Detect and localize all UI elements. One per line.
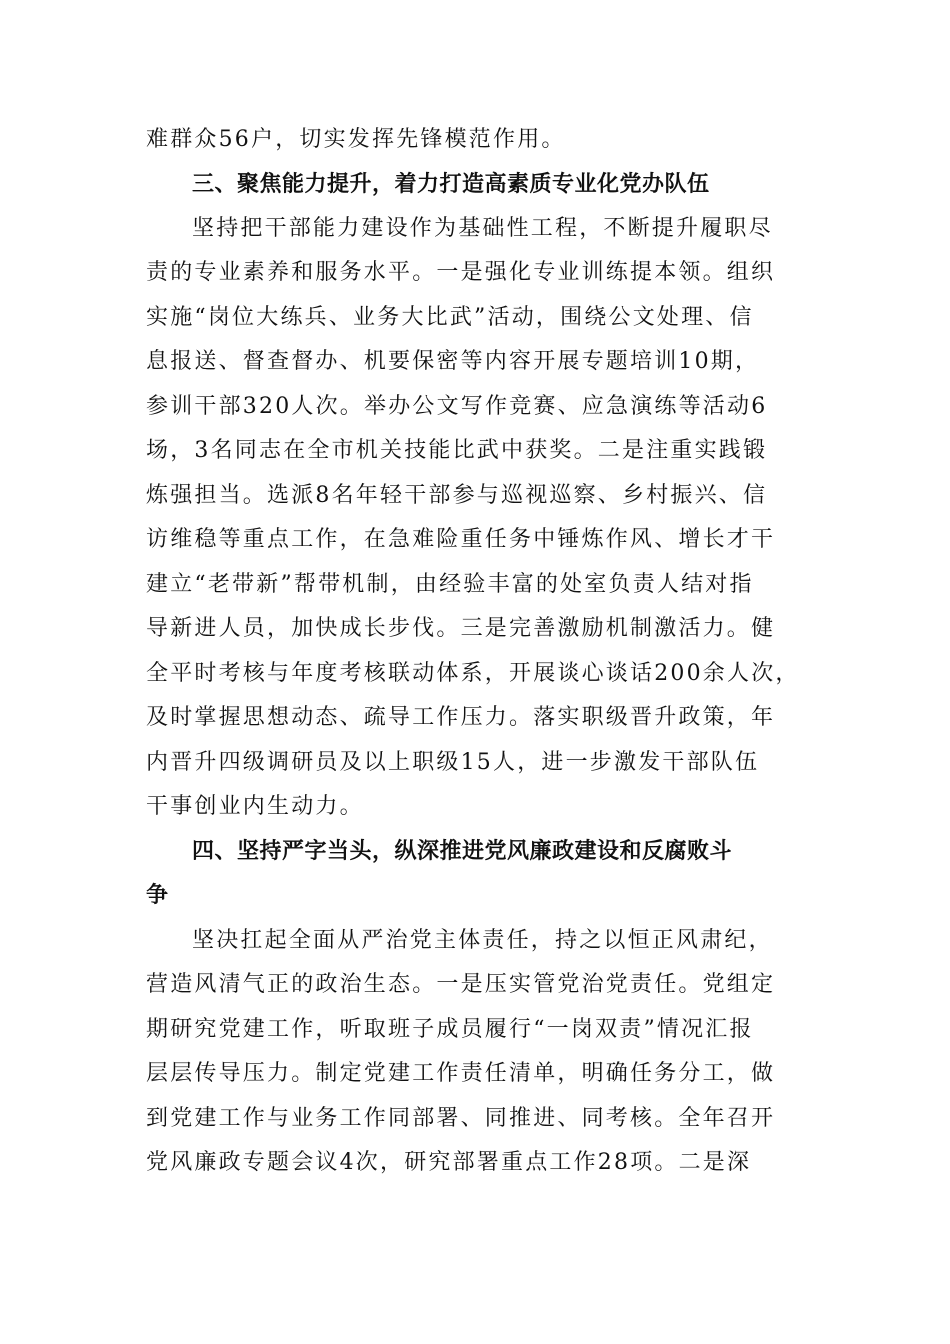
body-line: 干事创业内生动力。 [146, 794, 364, 819]
body-line: 难群众56户，切实发挥先锋模范作用。 [146, 127, 566, 152]
body-line: 内晋升四级调研员及以上职级15人，进一步激发干部队伍 [146, 750, 760, 775]
body-line: 期研究党建工作，听取班子成员履行“一岗双责”情况汇报 [146, 1017, 754, 1042]
body-line: 到党建工作与业务工作同部署、同推进、同考核。全年召开 [146, 1106, 776, 1131]
body-line: 责的专业素养和服务水平。一是强化专业训练提本领。组织 [146, 260, 776, 285]
section-heading-4-continued: 争 [146, 883, 169, 908]
body-line: 全平时考核与年度考核联动体系，开展谈心谈话200余人次， [146, 661, 800, 686]
body-line: 营造风清气正的政治生态。一是压实管党治党责任。党组定 [146, 972, 776, 997]
section-heading-4: 四、坚持严字当头，纵深推进党风廉政建设和反腐败斗 [192, 839, 733, 864]
paragraph-first-line: 坚持把干部能力建设作为基础性工程，不断提升履职尽 [192, 216, 773, 241]
body-line: 炼强担当。选派8名年轻干部参与巡视巡察、乡村振兴、信 [146, 483, 768, 508]
body-line: 及时掌握思想动态、疏导工作压力。落实职级晋升政策，年 [146, 705, 776, 730]
paragraph-first-line: 坚决扛起全面从严治党主体责任，持之以恒正风肃纪， [192, 928, 773, 953]
body-line: 参训干部320人次。举办公文写作竞赛、应急演练等活动6 [146, 394, 768, 419]
body-line: 息报送、督查督办、机要保密等内容开展专题培训10期， [146, 349, 760, 374]
body-line: 党风廉政专题会议4次，研究部署重点工作28项。二是深 [146, 1150, 752, 1175]
body-line: 场，3名同志在全市机关技能比武中获奖。二是注重实践锻 [146, 438, 768, 463]
body-line: 访维稳等重点工作，在急难险重任务中锤炼作风、增长才干 [146, 527, 776, 552]
body-line: 建立“老带新”帮带机制，由经验丰富的处室负责人结对指 [146, 572, 754, 597]
body-line: 实施“岗位大练兵、业务大比武”活动，围绕公文处理、信 [146, 305, 754, 330]
body-line: 层层传导压力。制定党建工作责任清单，明确任务分工，做 [146, 1061, 776, 1086]
body-line: 导新进人员，加快成长步伐。三是完善激励机制激活力。健 [146, 616, 776, 641]
section-heading-3: 三、聚焦能力提升，着力打造高素质专业化党办队伍 [192, 172, 710, 197]
